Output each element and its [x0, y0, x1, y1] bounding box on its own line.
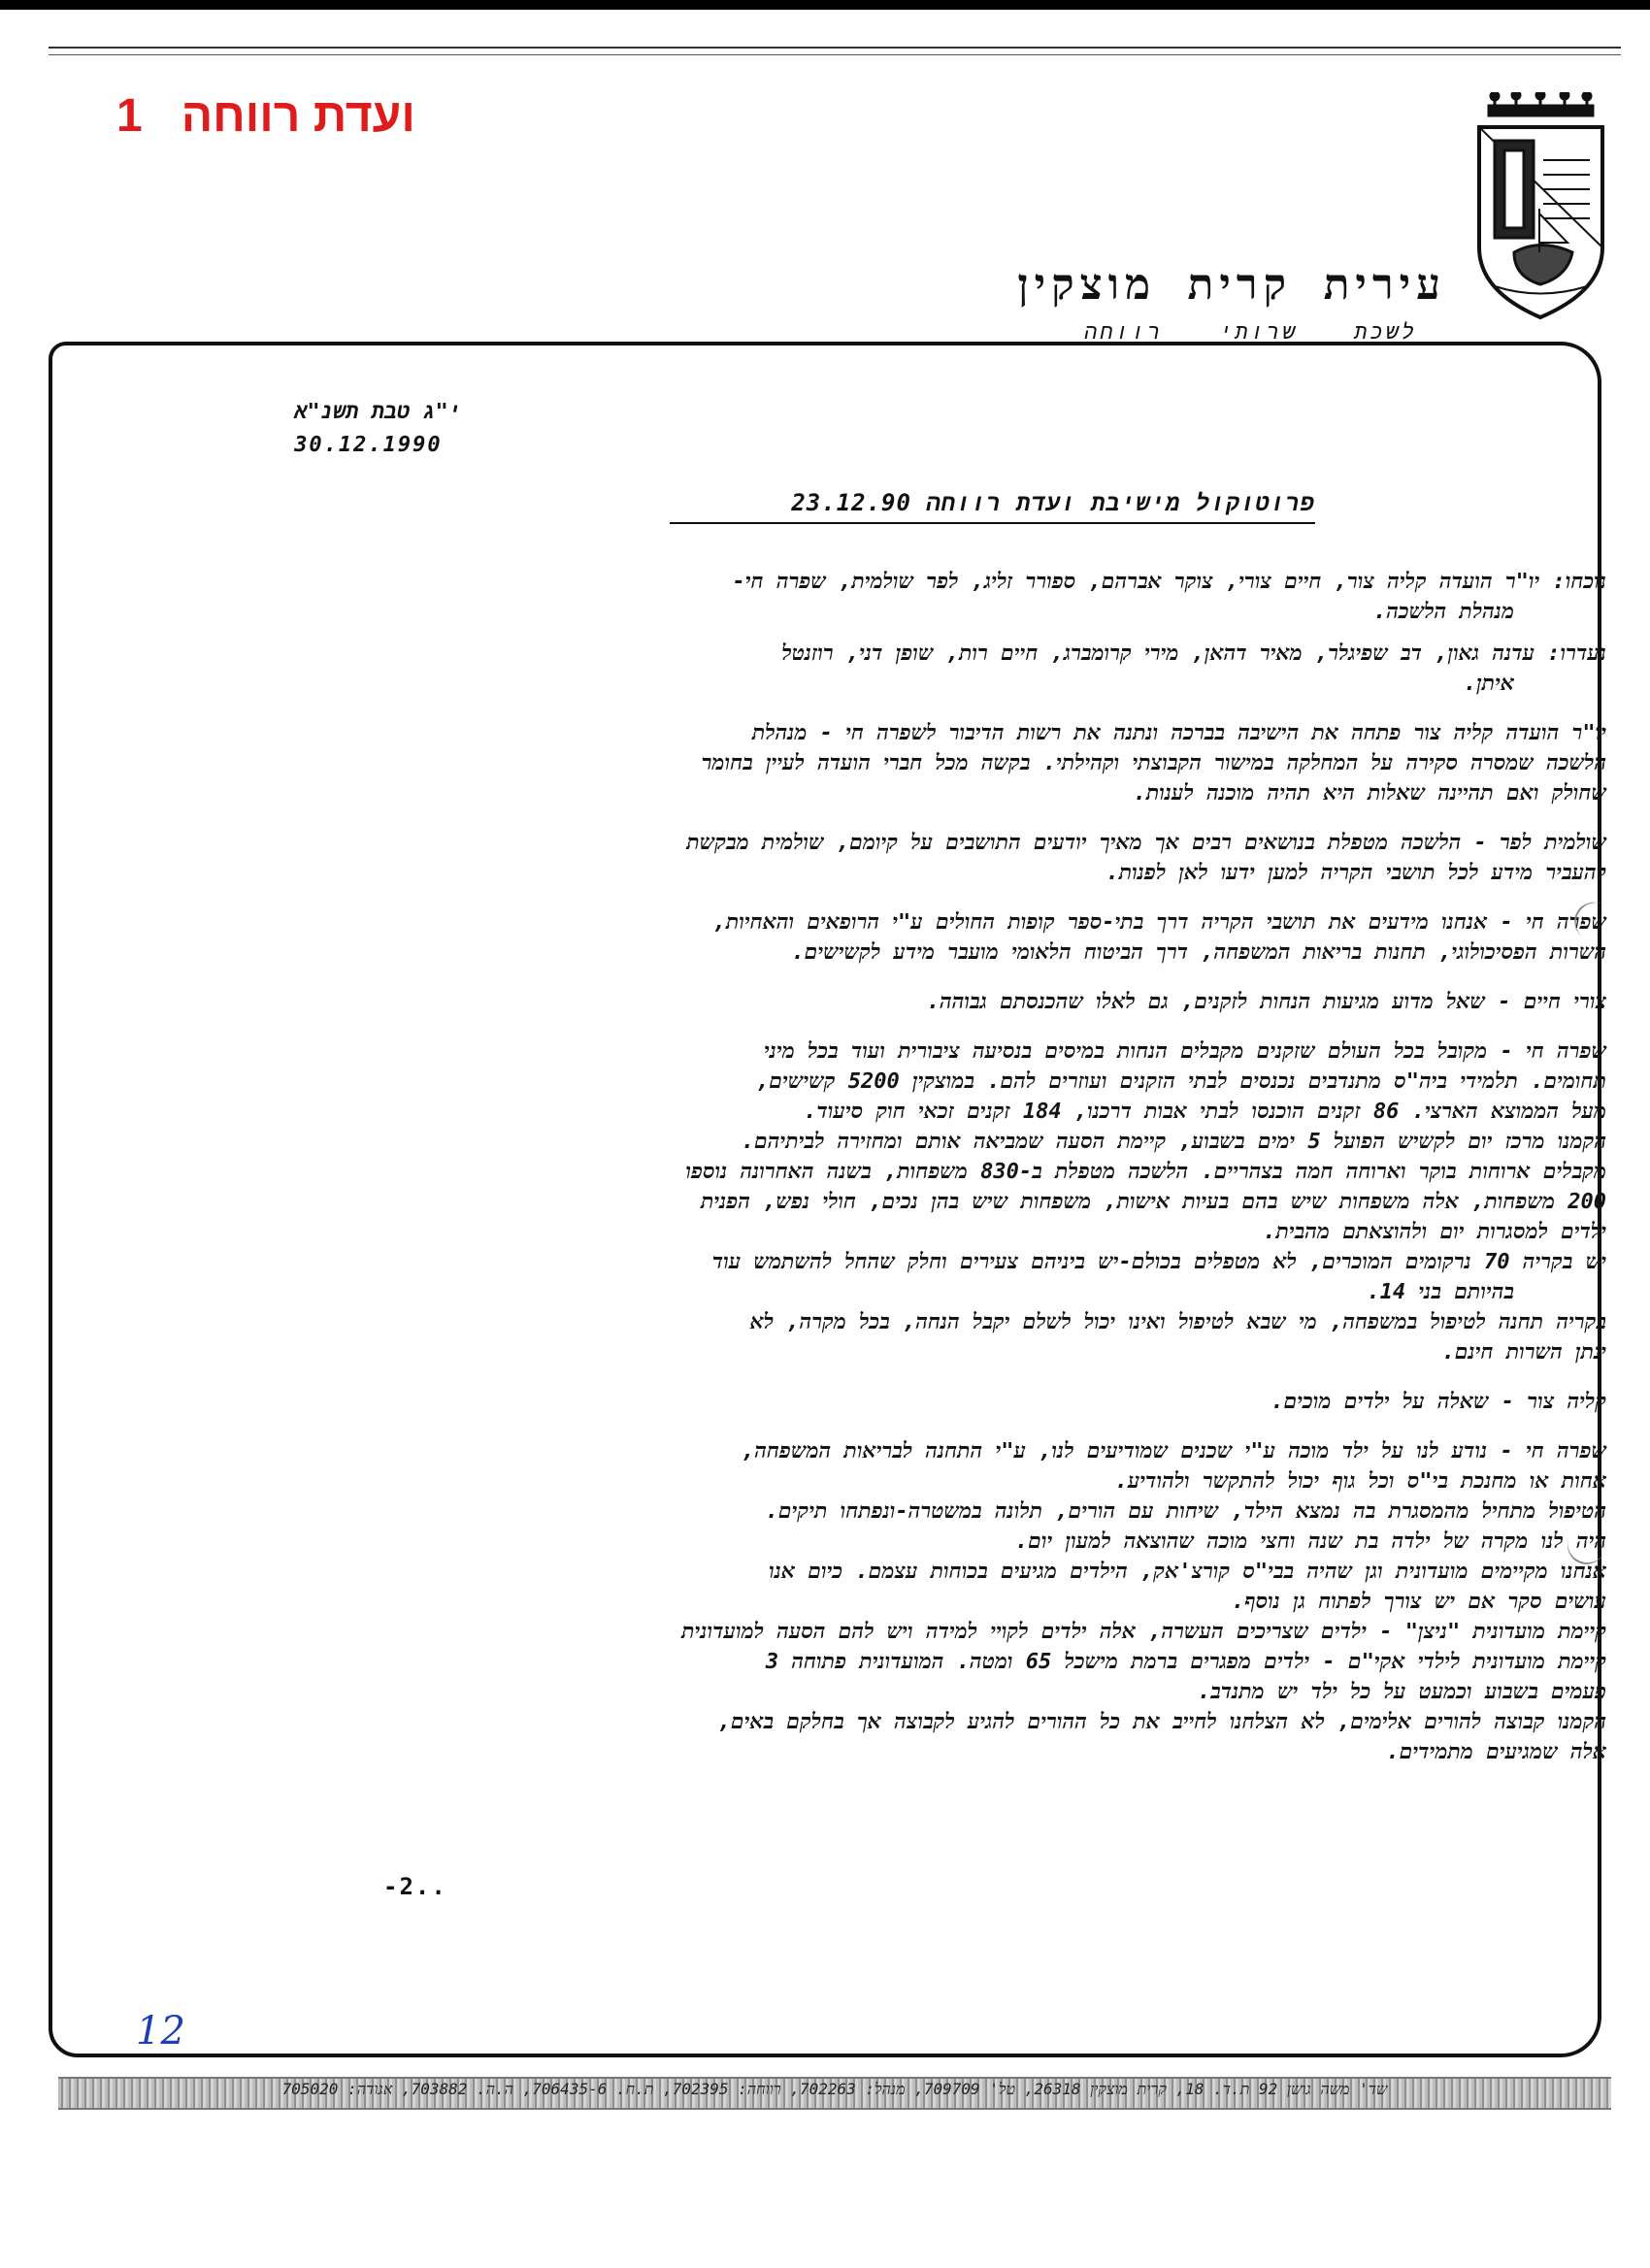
absent-line-2: איתן. [1463, 672, 1514, 696]
shifra-reply-3-line-2: אחות או מחנכת בי"ס וכל גוף יכול להתקשר ולהודיע. [1114, 1469, 1606, 1494]
shifra-reply-2-line-1: שפרה חי - מקובל בכל העולם שזקנים מקבלים הנחות במיסים בנסיעה ציבורית ועוד בכל מיני [764, 1039, 1606, 1064]
shifra-reply-2-line-2: תחומים. תלמידי ביה"ס מתנדבים נכנסים לבתי הזקנים ועוזרים להם. במוצקין 5200 קשישים, [756, 1069, 1606, 1094]
kalia-question: קליה צור - שאלה על ילדים מוכים. [1270, 1390, 1606, 1414]
shifra-reply-2-line-11: ינתן השרות חינם. [1441, 1340, 1606, 1364]
shifra-reply-1-line-2: השרות הפסיכולוגי, תחנות בריאות המשפחה, דרך הביטוח הלאומי מועבר מידע לקשישים. [791, 940, 1606, 965]
shifra-reply-3-line-8: קיימת מועדונית לילדי אקי"ם - ילדים מפגרים ברמת מישכל 65 ומטה. המועדונית פתוחה 3 [765, 1650, 1606, 1674]
shifra-reply-3-line-3: הטיפול מתחיל מהמסגרת בה נמצא הילד, שיחות עם הורים, תלונה במשטרה-ונפתחו תיקים. [765, 1499, 1606, 1524]
title-underline [670, 522, 1315, 524]
tzuri-question: צורי חיים - שאל מדוע מגיעות הנחות לזקנים, גם לאלו שהכנסתם גבוהה. [926, 990, 1606, 1014]
shulamit-line-2: להעביר מידע לכל תושבי הקריה למען ידעו לאן לפנות. [1106, 861, 1606, 885]
shifra-reply-2-line-9: בהיותם בני 14. [1367, 1280, 1514, 1304]
shifra-reply-3-line-10: הקמנו קבוצה להורים אלימים, לא הצלחנו לחייב את כל ההורים להגיע לקבוצה אך בחלקם באים, [717, 1710, 1606, 1734]
committee-title: ועדת רווחה [181, 90, 415, 142]
shifra-reply-3-line-6: עושים סקר אם יש צורך לפתוח גן נוסף. [1231, 1590, 1606, 1614]
shifra-reply-2-line-8: יש בקריה 70 נרקומים המוכרים, לא מטפלים בכולם-יש ביניהם צעירים וחלק שהחל להשתמש עוד [711, 1250, 1606, 1274]
shifra-reply-3-line-9: פעמים בשבוע וכמעט על כל ילד יש מתנדב. [1197, 1680, 1606, 1704]
shifra-reply-2-line-6: 200 משפחות, אלה משפחות שיש בהם בעיות אישות, משפחות שיש בהן נכים, חולי נפש, הפנית [700, 1190, 1606, 1214]
committee-header [116, 89, 505, 143]
opening-line-3: שחולק ואם תהיינה שאלות היא תהיה מוכנה לענות. [1133, 781, 1606, 805]
shifra-reply-3-line-4: היה לנו מקרה של ילדה בת שנה וחצי מוכה שהוצאה למעון יום. [1014, 1529, 1606, 1554]
shifra-reply-3-line-11: אלה שמגיעים מתמידים. [1386, 1740, 1606, 1764]
shifra-reply-2-line-4: הקמנו מרכז יום לקשיש הפועל 5 ימים בשבוע, קיימת הסעה שמביאה אותם ומחזירה לביתיהם. [741, 1130, 1606, 1154]
opening-line-1: יו"ר הועדה קליה צור פתחה את הישיבה בברכה ונתנה את רשות הדיבור לשפרה חי - מנהלת [751, 721, 1606, 745]
department-word-2: שרותי [1219, 320, 1299, 345]
shifra-reply-2-line-7: ילדים למסגרות יום ולהוצאתם מהבית. [1263, 1220, 1606, 1244]
city-emblem [1475, 92, 1606, 320]
next-page-marker: -2.. [383, 1873, 447, 1900]
header-rule-secondary [49, 54, 1621, 55]
opening-line-2: הלשכה שמסרה סקירה על המחלקה במישור הקבוצתי וקהילתי. בקשה מכל חברי הועדה לעיין בחומר [701, 751, 1606, 775]
department-word-1: לשכת [1354, 320, 1417, 345]
shulamit-line-1: שולמית לפר - הלשכה מטפלת בנושאים רבים אך מאיך יודעים התושבים על קיומם, שולמית מבקשת [686, 831, 1606, 855]
committee-number: 1 [116, 90, 143, 142]
shifra-reply-3-line-5: אנחנו מקיימים מועדונית וגן שהיה בבי"ס קורצ'אק, הילדים מגיעים בכוחות עצמם. כיום אנו [769, 1560, 1606, 1584]
document-body [121, 567, 1606, 1767]
document-title: פרוטוקול מישיבת ועדת רווחה 23.12.90 [791, 489, 1315, 516]
present-line-1: נוכחו: יו"ר הועדה קליה צור, חיים צורי, צוקר אברהם, ספורר זליג, לפר שולמית, שפרה חי- [732, 570, 1606, 594]
hebrew-date: י"ג טבת תשנ"א [294, 400, 461, 424]
shifra-reply-3-line-1: שפרה חי - נודע לנו על ילד מוכה ע"י שכנים שמודיעים לנו, ע"י התחנה לבריאות המשפחה, [742, 1439, 1606, 1463]
gregorian-date: 30.12.1990 [294, 433, 443, 457]
absent-line-1: נעדרו: עדנה גאון, דב שפיגלר, מאיר דהאן, מירי קרומברג, חיים רות, שופן דני, רוזנטל [781, 641, 1606, 666]
city-name: עירית קרית מוצקין [1017, 260, 1446, 310]
footer-address: שד' משה גושן 92 ת.ד. 18, קרית מוצקין 26318, טל' 709709, מנהל: 702263, רווחה: 702395, ת.ח. 706435-6, ה.ה. 703882, אגודה: 705020 [281, 2080, 1388, 2098]
date-block [294, 396, 461, 462]
shifra-reply-2-line-3: מעל הממוצא הארצי. 86 זקנים הוכנסו לבתי אבות דרכנו, 184 זקנים זכאי חוק סיעוד. [804, 1100, 1606, 1124]
shifra-reply-2-line-10: בקריה תחנה לטיפול במשפחה, מי שבא לטיפול ואינו יכול לשלם יקבל הנחה, בכל מקרה, לא [749, 1310, 1606, 1334]
shifra-reply-2-line-5: מקבלים ארוחות בוקר וארוחה חמה בצהריים. הלשכה מטפלת ב-830 משפחות, בשנה האחרונה נוספו [685, 1160, 1606, 1184]
department-word-3: רווחה [1084, 320, 1164, 345]
shifra-reply-1-line-1: שפרה חי - אנחנו מידעים את תושבי הקריה דרך בתי-ספר קופות החולים ע"י הרופאים והאחיות, [712, 910, 1606, 935]
shifra-reply-3-line-7: קיימת מועדונית "ניצן" - ילדים שצריכים העשרה, אלה ילדים לקויי למידה ויש להם הסעה למועדונית [681, 1620, 1606, 1644]
handwritten-page-number: 12 [136, 2009, 185, 2054]
top-edge-rule [0, 0, 1650, 10]
present-line-2: מנהלת הלשכה. [1373, 600, 1514, 624]
header-rule [49, 47, 1621, 49]
